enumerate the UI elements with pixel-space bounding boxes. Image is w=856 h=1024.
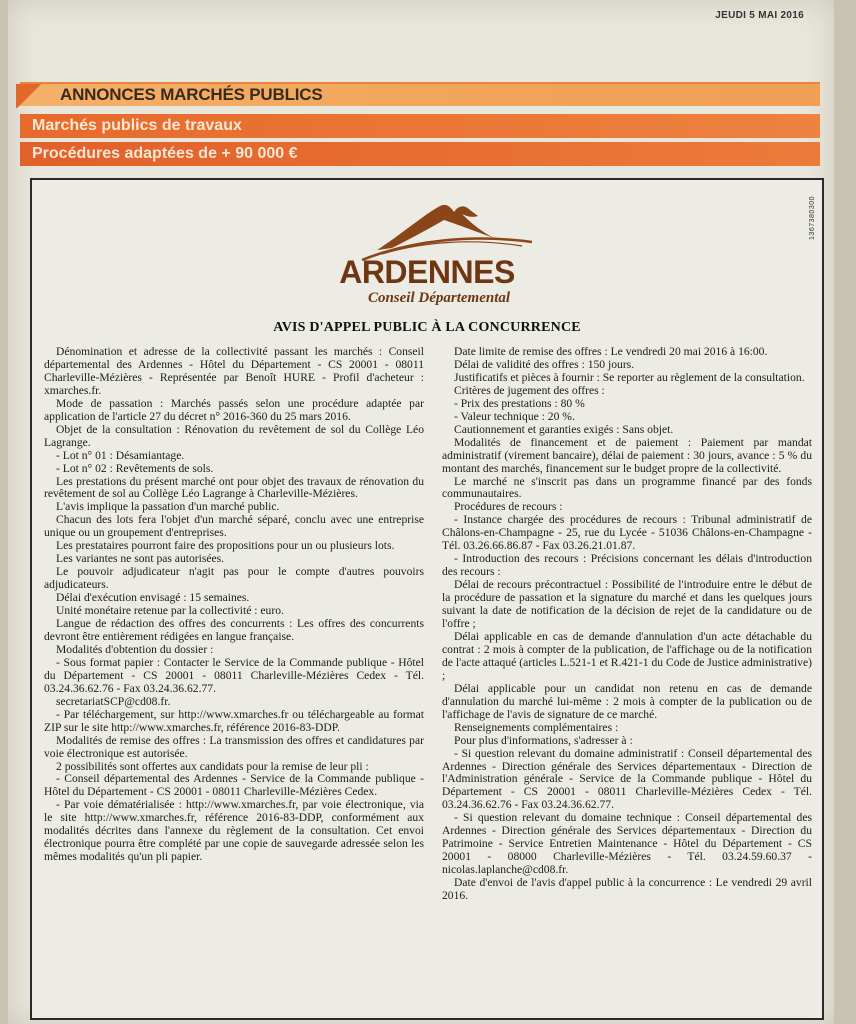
notice-paragraph: Date limite de remise des offres : Le vendredi 20 mai 2016 à 16:00. [454,345,768,358]
notice-paragraph: - Valeur technique : 20 %. [454,409,575,423]
notice-paragraph: - Lot n° 01 : Désamiantage. [56,448,185,462]
notice-paragraph: Les variantes ne sont pas autorisées. [56,552,225,566]
subcategory-band [20,142,820,166]
notice-paragraph: Délai applicable pour un candidat non retenu en cas de demande d'annulation du marché lui-même : 2 mois à compter de la publication ou de l'affichage de l'avis de signature de ce marché. [442,681,812,721]
subcategory-title: Procédures adaptées de + 90 000 € [32,145,298,162]
notice-paragraph: Mode de passation : Marchés passés selon une procédure adaptée par application de l'article 27 du décret n° 2016-360 du 25 mars 2016. [44,396,424,423]
category-band [20,114,820,138]
notice-paragraph: - Lot n° 02 : Revêtements de sols. [56,461,214,475]
notice-paragraph: Objet de la consultation : Rénovation du revêtement de sol du Collège Léo Lagrange. [44,422,424,449]
category-title: Marchés publics de travaux [32,117,242,134]
notice-paragraph: Délai applicable en cas de demande d'annulation d'un acte détachable du contrat : 2 mois à compter de la publication, de l'affichage ou de la notification de l'acte attaqué (articles L.521-1 et R.421-1 du Code de Justice administrative) ; [442,629,812,682]
notice-paragraph: Procédures de recours : [454,500,563,514]
notice-paragraph: 2 possibilités sont offertes aux candidats pour la remise de leur pli : [56,759,369,773]
section-band [20,82,820,106]
logo-subtitle: Conseil Départemental [367,290,511,306]
issue-date: JEUDI 5 MAI 2016 [715,10,804,21]
notice-paragraph: Les prestations du présent marché ont pour objet des travaux de rénovation du revêtement de sol au Collège Léo Lagrange à Charleville-Mézières. [44,474,424,501]
notice-paragraph: - Si question relevant du domaine administratif : Conseil départemental des Ardennes - Direction générale des Services départementaux - Direction de l'Administration générale - Service de la Commande publique - Hôtel du Département - CS 20001 - 08011 Charleville-Mézières Cedex - Tél. 03.24.36.62.76 - Fax 03.24.36.62.77. [442,746,812,812]
notice-paragraph: - Introduction des recours : Précisions concernant les délais d'introduction des recours : [442,552,812,579]
notice-paragraph: Renseignements complémentaires : [454,720,619,734]
notice-paragraph: Les prestataires pourront faire des propositions pour un ou plusieurs lots. [56,539,395,553]
notice-paragraph: Dénomination et adresse de la collectivité passant les marchés : Conseil départemental des Ardennes - Hôtel du Département - CS 20001 - 08011 Charleville-Mézières - Représentée par Benoît HURE - Profil d'acheteur : xmarches.fr. [44,345,424,397]
public-notice-box [30,178,824,1020]
notice-paragraph: - Instance chargée des procédures de recours : Tribunal administratif de Châlons-en-Champagne - 25, rue du Lycée - 51036 Châlons-en-Champagne - Tél. 03.26.66.86.87 - Fax 03.26.21.01.87. [442,513,812,553]
notice-reference-code: 1367380300 [809,196,816,240]
notice-paragraph: Délai de recours précontractuel : Possibilité de l'introduire entre le début de la procédure de passation et la signature du marché et dans les quelques jours suivant la date de notification de la décision de rejet de la candidature ou de l'offre ; [442,578,812,631]
notice-paragraph: Chacun des lots fera l'objet d'un marché séparé, conclu avec une entreprise unique ou un groupement d'entreprises. [44,513,424,540]
notice-right-column [442,346,812,903]
logo-title: ARDENNES [339,254,515,290]
notice-paragraph: Langue de rédaction des offres des concurrents : Les offres des concurrents devront être entièrement rédigées en langue française. [44,617,424,643]
notice-paragraph: Unité monétaire retenue par la collectivité : euro. [56,604,284,618]
notice-paragraph: Délai d'exécution envisagé : 15 semaines. [56,591,250,605]
notice-paragraph: Justificatifs et pièces à fournir : Se reporter au règlement de la consultation. [454,370,805,384]
notice-title: AVIS D'APPEL PUBLIC À LA CONCURRENCE [273,320,581,335]
notice-paragraph: secretariatSCP@cd08.fr. [56,694,171,708]
newspaper-page [8,0,834,1024]
section-title: ANNONCES MARCHÉS PUBLICS [60,85,323,104]
notice-paragraph: Critères de jugement des offres : [454,383,605,397]
ardennes-logo [322,194,552,314]
notice-paragraph: - Par voie dématérialisée : http://www.xmarches.fr, par voie électronique, via le site http://www.xmarches.fr, référence 2016-83-DDP, conformément aux modalités décrites dans l'annexe du règlement de la consultation. Cet envoi électronique pourra être complété par une copie de sauvegarde adressée selon les mêmes modalités qu'un pli papier. [44,798,424,864]
notice-paragraph: - Par téléchargement, sur http://www.xmarches.fr ou téléchargeable au format ZIP sur le site http://www.xmarches.fr, référence 2016-83-DDP. [44,707,424,734]
notice-paragraph: Modalités d'obtention du dossier : [56,642,214,656]
notice-paragraph: - Si question relevant du domaine technique : Conseil départemental des Ardennes - Direction générale des Services départementaux - Direction du Patrimoine - Service Entretien Maintenance - Hôtel du Département - CS 20001 - 08000 Charleville-Mézières - Tél. 03.24.59.60.37 - nicolas.laplanche@cd08.fr. [442,811,812,877]
notice-paragraph: Le pouvoir adjudicateur n'agit pas pour le compte d'autres pouvoirs adjudicateurs. [44,565,424,592]
notice-left-column [44,346,424,864]
notice-paragraph: Date d'envoi de l'avis d'appel public à la concurrence : Le vendredi 29 avril 2016. [442,876,812,903]
notice-paragraph: - Prix des prestations : 80 % [454,396,585,410]
notice-paragraph: Modalités de financement et de paiement : Paiement par mandat administratif (virement bancaire), délai de paiement : 30 jours, avance : 5 % du montant des marchés, financement sur le budget propre de la collectivité. [442,435,812,475]
notice-paragraph: Le marché ne s'inscrit pas dans un programme financé par des fonds communautaires. [442,474,812,501]
notice-paragraph: Modalités de remise des offres : La transmission des offres et candidatures par voie électronique est autorisée. [44,733,424,760]
notice-paragraph: Délai de validité des offres : 150 jours. [454,357,635,371]
notice-paragraph: L'avis implique la passation d'un marché public. [56,500,280,514]
notice-paragraph: - Conseil départemental des Ardennes - Service de la Commande publique - Hôtel du Département - CS 20001 - 08011 Charleville-Mézières Cedex. [44,772,424,799]
notice-paragraph: Cautionnement et garanties exigés : Sans objet. [454,422,674,436]
notice-paragraph: Pour plus d'informations, s'adresser à : [454,733,633,747]
notice-paragraph: - Sous format papier : Contacter le Service de la Commande publique - Hôtel du Département - CS 20001 - 08011 Charleville-Mézières Cedex - Tél. 03.24.36.62.76 - Fax 03.24.36.62.77. [44,655,424,695]
